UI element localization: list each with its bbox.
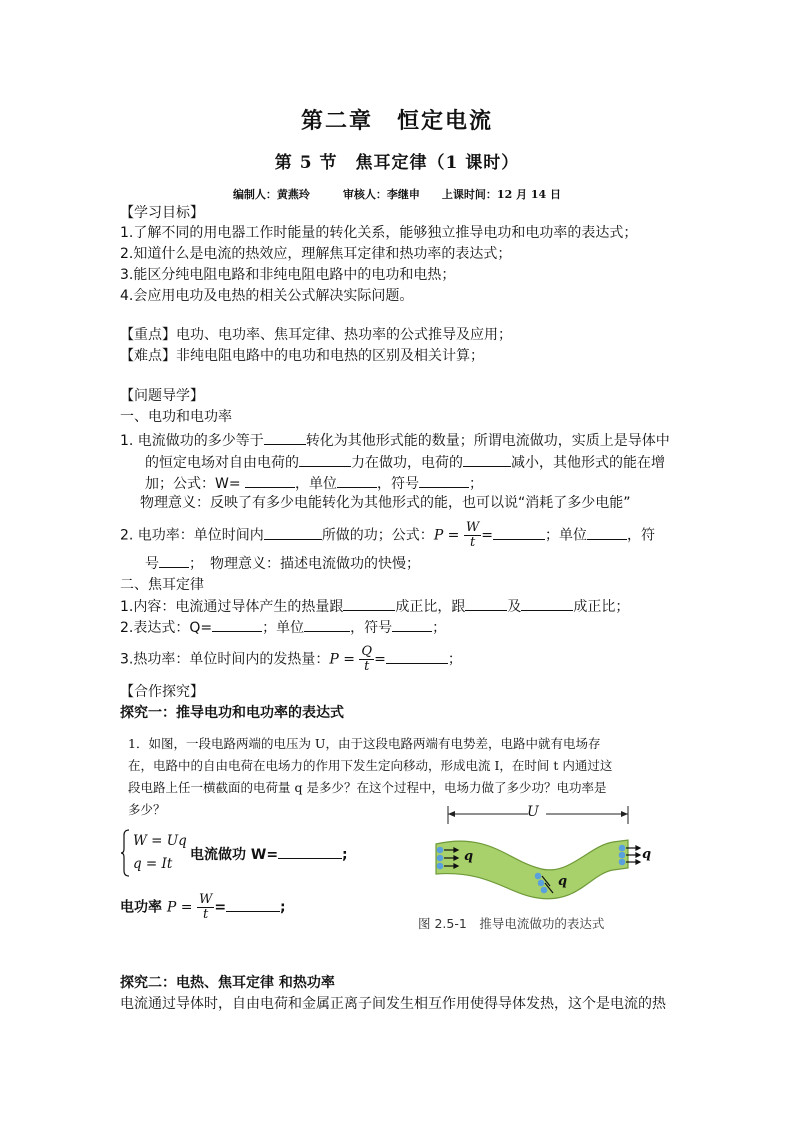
fill-blank[interactable]: [245, 473, 295, 488]
figure-label-u: U: [527, 804, 539, 820]
fill-blank[interactable]: [386, 649, 448, 664]
objectives-heading: 【学习目标】: [120, 205, 204, 221]
part2-heading: 二、焦耳定律: [120, 577, 204, 593]
fraction-w-over-t: $\frac{W}{t}$: [465, 520, 480, 550]
explore-heading: 【合作探究】: [120, 684, 204, 700]
fill-blank[interactable]: [264, 525, 322, 540]
fill-blank[interactable]: [212, 617, 262, 632]
fraction-q-over-t: $\frac{Q}{t}$: [361, 644, 373, 674]
objective-item: 1.了解不同的用电器工作时能量的转化关系，能够独立推导电功和电功率的表达式；: [120, 225, 638, 241]
explore-1-body: 1．如图，一段电路两端的电压为 U，由于这段电路两端有电势差，电路中就有电场存 在，电路中的自由电荷在电场力的作用下发生定向移动，形成电流 I，在时间 t 内通过这 段电路上任一横截面的电荷量 q 是多少？在这个过程中，电场力做了多少功？电功率是 多少？: [128, 736, 613, 817]
objective-item: 3.能区分纯电阻电路和非纯电阻电路中的电功和电热；: [120, 267, 456, 283]
fill-blank[interactable]: [159, 553, 189, 568]
difficult-points: 【难点】非纯电阻电路中的电功和电热的区别及相关计算；: [120, 348, 484, 364]
chapter-title: 第二章 恒定电流: [300, 108, 493, 134]
equation-system: W = Uq q = It: [133, 833, 187, 872]
objective-item: 2.知道什么是电流的热效应，理解焦耳定律和热功率的表达式；: [120, 246, 512, 262]
part1-heading: 一、电功和电功率: [120, 409, 232, 425]
current-work-figure: [428, 802, 668, 908]
objective-item: 4.会应用电功及电热的相关公式解决实际问题。: [120, 288, 414, 304]
explore-2-title: 探究二：电热、焦耳定律 和热功率: [120, 975, 335, 991]
fill-blank[interactable]: [521, 596, 573, 611]
fill-blank[interactable]: [304, 617, 350, 632]
explore-2-body: 电流通过导体时，自由电荷和金属正离子间发生相互作用使得导体发热，这个是电流的热: [120, 996, 666, 1012]
question-2-line-1: 2. 电功率：单位时间内 所做的功；公式：P = $\frac{W}{t}$ = ；单位 ，符: [120, 520, 655, 550]
fill-blank[interactable]: [226, 897, 280, 912]
work-expression-line: 电流做功 W= ;: [190, 844, 348, 865]
fill-blank[interactable]: [419, 473, 469, 488]
brace-icon: [120, 829, 130, 877]
question-1-line-2: 的恒定电场对自由电荷的 力在做功，电荷的 减小，其他形式的能在增: [145, 452, 665, 473]
joule-line-1: 1.内容：电流通过导体产生的热量跟 成正比，跟 及 成正比；: [120, 596, 629, 617]
credits-line: 编制人：黄燕玲 审核人：李继申 上课时间：12 月 14 日: [232, 188, 562, 201]
fill-blank[interactable]: [587, 525, 627, 540]
question-2-line-2: 号 ； 物理意义：描述电流做功的快慢；: [145, 553, 420, 574]
power-expression-line: 电功率 P = $\frac{W}{t}$ = ;: [120, 892, 286, 922]
fill-blank[interactable]: [465, 596, 507, 611]
joule-line-2: 2.表达式：Q= ；单位 ，符号 ；: [120, 617, 446, 638]
figure-label-q: q: [558, 874, 568, 889]
fill-blank[interactable]: [299, 452, 351, 467]
question-1-line-3: 加；公式：W= ，单位 ，符号 ；: [145, 473, 483, 494]
joule-line-3: 3.热功率：单位时间内的发热量：P = $\frac{Q}{t}$ = ；: [120, 644, 462, 674]
fill-blank[interactable]: [493, 525, 545, 540]
fill-blank[interactable]: [343, 596, 395, 611]
question-1-line-1: 1. 电流做功的多少等于 转化为其他形式能的数量；所谓电流做功，实质上是导体中: [120, 430, 670, 451]
fill-blank[interactable]: [337, 473, 377, 488]
section-title: 第 5 节 焦耳定律（1 课时）: [274, 153, 520, 173]
figure-label-q: q: [464, 849, 474, 864]
key-points: 【重点】电功、电功率、焦耳定律、热功率的公式推导及应用；: [120, 327, 512, 343]
figure-label-q: q: [642, 847, 652, 862]
explore-1-title: 探究一：推导电功和电功率的表达式: [120, 705, 344, 721]
figure-caption: 图 2.5-1 推导电流做功的表达式: [418, 916, 605, 931]
guide-heading: 【问题导学】: [120, 388, 204, 404]
fill-blank[interactable]: [278, 844, 342, 859]
fraction-w-over-t: $\frac{W}{t}$: [198, 892, 213, 922]
question-1-line-4: 物理意义：反映了有多少电能转化为其他形式的能，也可以说“消耗了多少电能”: [140, 495, 631, 511]
fill-blank[interactable]: [264, 430, 306, 445]
fill-blank[interactable]: [392, 617, 432, 632]
fill-blank[interactable]: [463, 452, 511, 467]
